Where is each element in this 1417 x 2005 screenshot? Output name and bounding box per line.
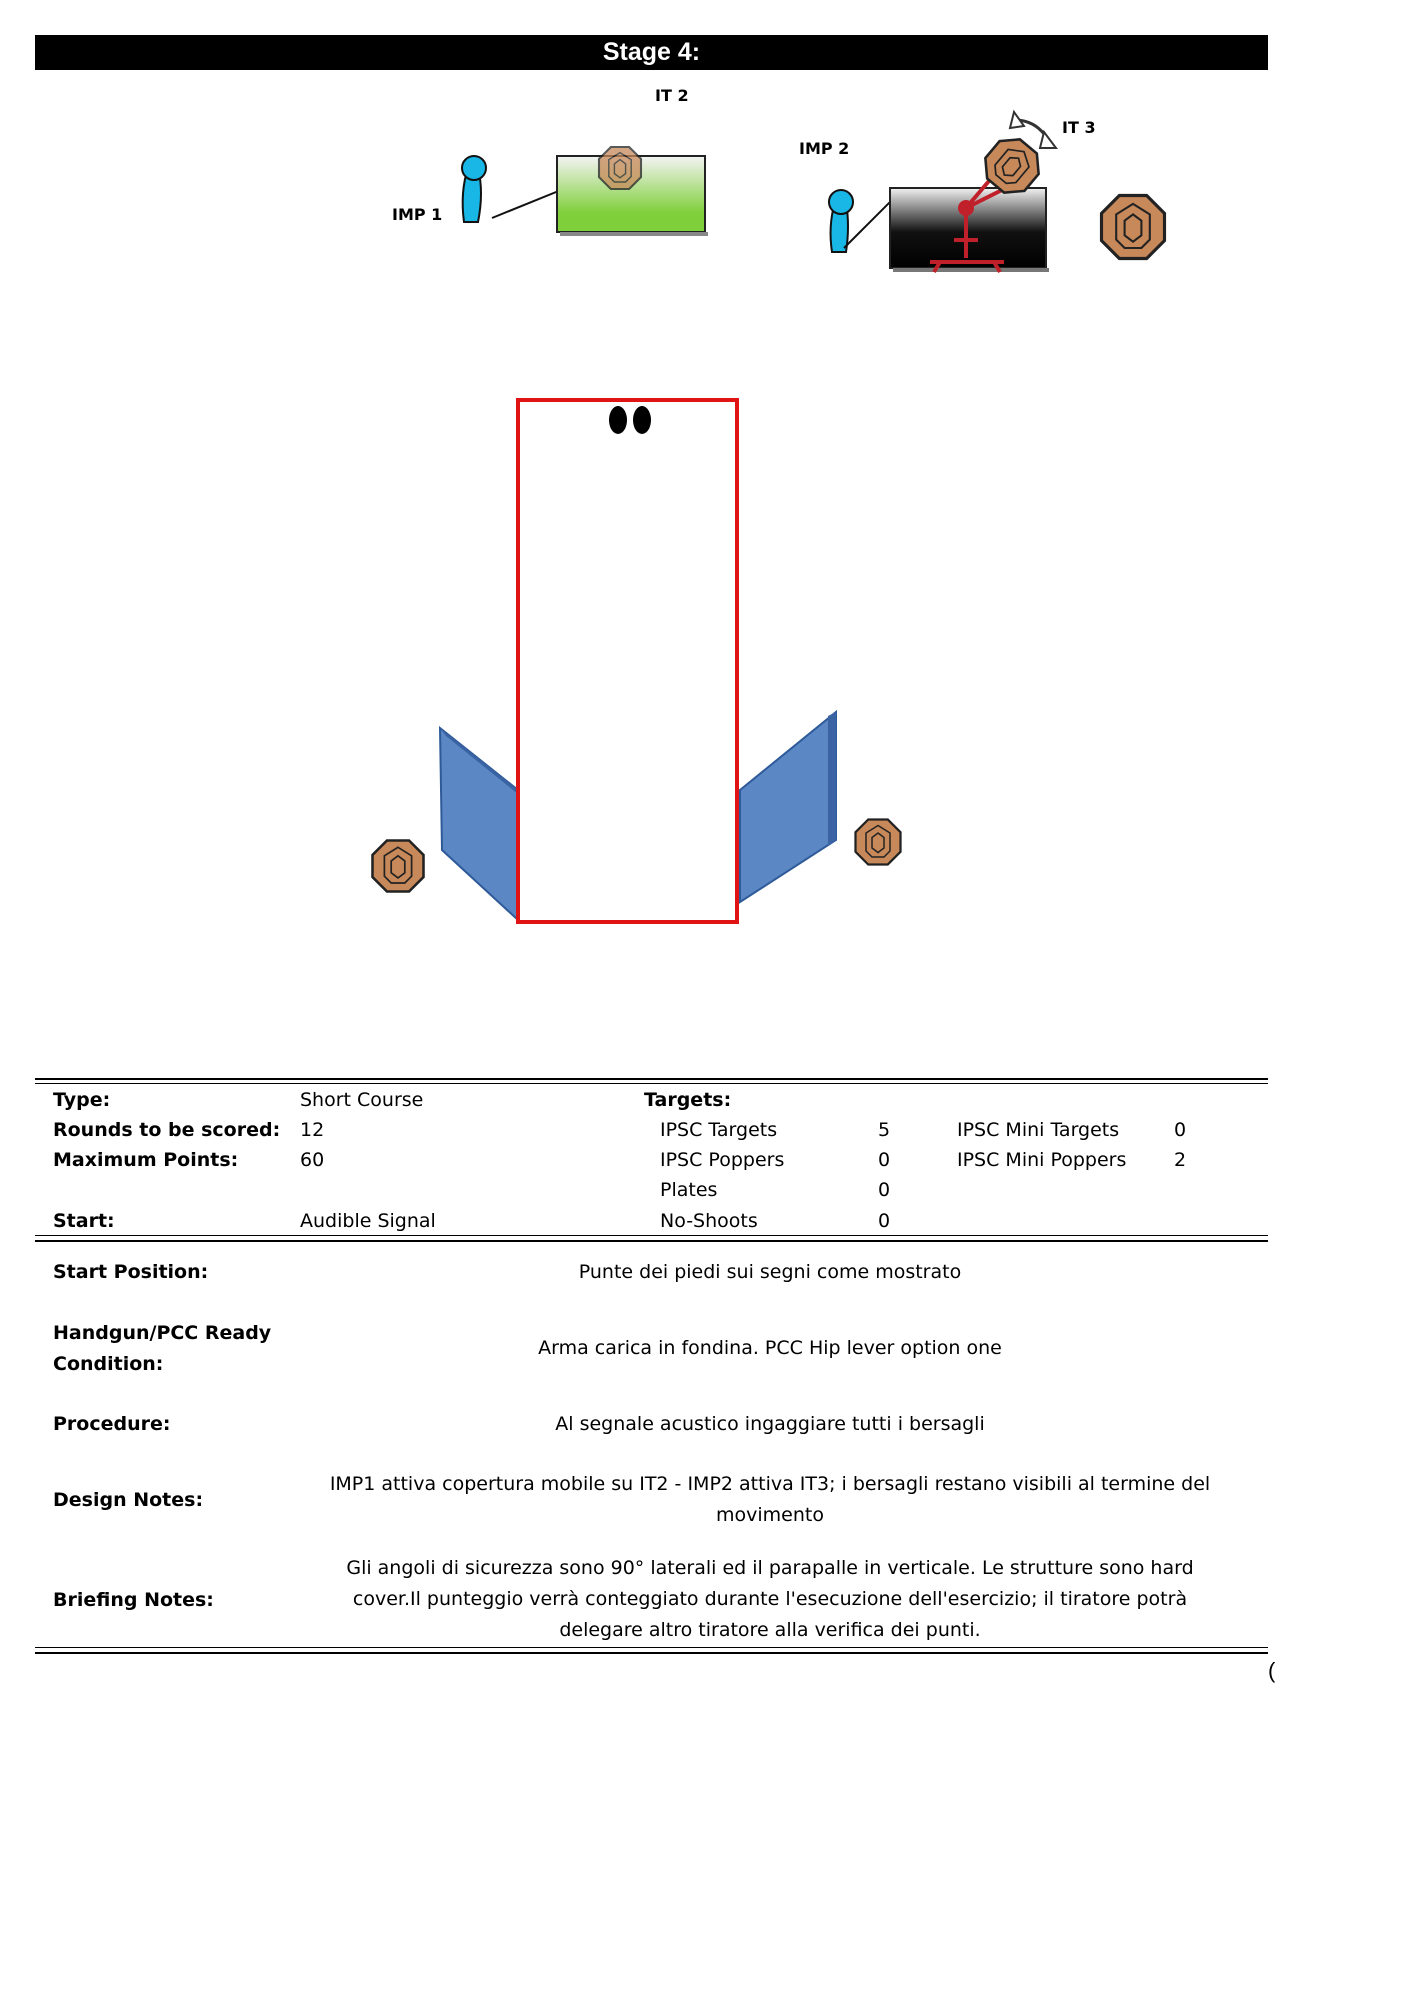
target-type-name: IPSC Poppers [660,1149,785,1171]
link-line-imp1 [492,188,566,218]
rule-top [35,1078,1268,1080]
target-type-count: 5 [878,1119,891,1141]
swing-arrow-head-right [1040,132,1056,148]
rule-mid [35,1240,1268,1242]
target-type-count: 0 [878,1179,891,1201]
target-right [856,820,901,865]
mini-target-count: 0 [1174,1119,1187,1141]
design-notes-text: IMP1 attiva copertura mobile su IT2 - IMP2 attiva IT3; i bersagli restano visibili al termine del movimento [329,1473,1211,1526]
rule-bottom-inner [35,1647,1268,1648]
design-notes-label: Design Notes: [53,1489,204,1511]
rule-mid-inner [35,1235,1268,1236]
target-type-name: IPSC Targets [660,1119,778,1141]
target-left [373,841,424,892]
label-imp2: IMP 2 [799,139,850,158]
label-it3: IT 3 [1062,118,1096,137]
mini-target-name: IPSC Mini Poppers [957,1149,1127,1171]
start-position-text: Punte dei piedi sui segni come mostrato [578,1261,962,1283]
target-type-count: 0 [878,1210,891,1232]
cover-shadow [560,232,708,236]
target-type-name: Plates [660,1179,718,1201]
mini-target-count: 2 [1174,1149,1187,1171]
procedure-text: Al segnale acustico ingaggiare tutti i bersagli [555,1413,985,1435]
targets-label: Targets: [644,1089,732,1111]
footer-mark: ( [1268,1658,1276,1683]
ready-condition-text: Arma carica in fondina. PCC Hip lever option one [538,1337,1002,1359]
rule-top-inner [35,1083,1268,1084]
target-it2 [599,147,641,189]
rounds-label: Rounds to be scored: [53,1119,281,1141]
points-label: Maximum Points: [53,1149,239,1171]
activator-imp1 [462,156,486,222]
rule-bottom [35,1652,1268,1654]
target-type-count: 0 [878,1149,891,1171]
type-label: Type: [53,1089,111,1111]
ready-condition-label: Handgun/PCC Ready Condition: [53,1322,272,1375]
swinger-cover-shadow [893,268,1049,272]
start-position-label: Start Position: [53,1261,209,1283]
procedure-label: Procedure: [53,1413,171,1435]
barricade-left [440,728,518,920]
label-it2: IT 2 [655,86,689,105]
briefing-notes-label: Briefing Notes: [53,1589,214,1611]
barricade-right [740,712,836,902]
barricade-right-edge [828,712,836,846]
type-value: Short Course [300,1089,424,1111]
target-right-top [1102,196,1165,259]
start-label: Start: [53,1210,115,1232]
label-imp1: IMP 1 [392,205,443,224]
mini-target-name: IPSC Mini Targets [957,1119,1120,1141]
points-value: 60 [300,1149,325,1171]
briefing-notes-text: Gli angoli di sicurezza sono 90° laterali ed il parapalle in verticale. Le strutture sono hard cover.Il punteggio verrà conteggiato durante l'esecuzione dell'esercizio; il tiratore potrà delegare altro tiratore alla verifica dei punti. [346,1557,1194,1641]
rounds-value: 12 [300,1119,325,1141]
target-type-name: No-Shoots [660,1210,758,1232]
start-value: Audible Signal [300,1210,436,1232]
stage-title: Stage 4: [35,35,1268,70]
shooting-area-walls [518,400,737,922]
